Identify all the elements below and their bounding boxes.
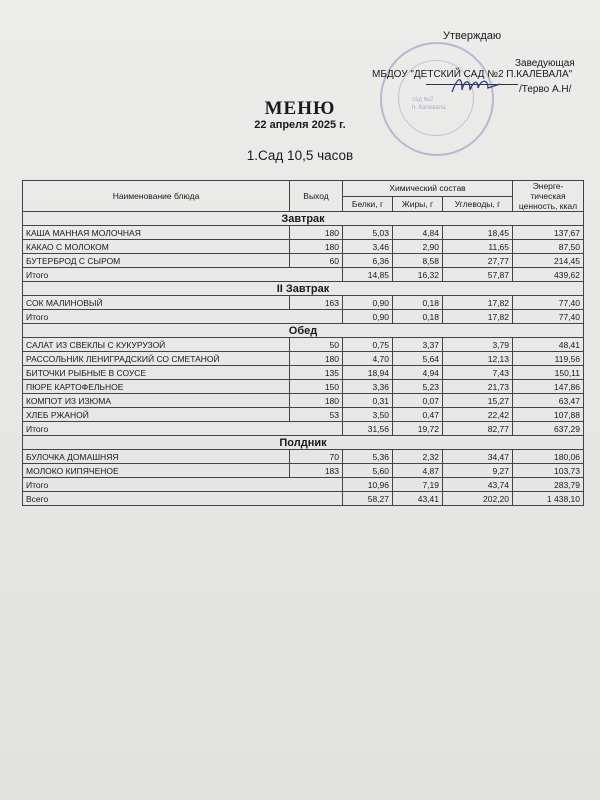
dish-proteins: 4,70 <box>343 352 393 366</box>
section-total-row <box>23 478 584 492</box>
dish-output: 163 <box>290 296 343 310</box>
grand-total-fats: 43,41 <box>393 492 443 506</box>
dish-energy: 107,88 <box>513 408 584 422</box>
dish-proteins: 3,46 <box>343 240 393 254</box>
dish-energy: 150,11 <box>513 366 584 380</box>
dish-proteins: 3,50 <box>343 408 393 422</box>
dish-fats: 3,37 <box>393 338 443 352</box>
dish-output: 50 <box>290 338 343 352</box>
dish-energy: 103,73 <box>513 464 584 478</box>
dish-fats: 4,84 <box>393 226 443 240</box>
role-label: Заведующая <box>515 58 575 69</box>
dish-name: БУЛОЧКА ДОМАШНЯЯ <box>23 450 290 464</box>
grand-total-label: Всего <box>23 492 343 506</box>
dish-carbs: 22,42 <box>443 408 513 422</box>
dish-row <box>23 240 584 254</box>
dish-output: 180 <box>290 226 343 240</box>
dish-fats: 4,87 <box>393 464 443 478</box>
menu-table-body <box>23 212 584 506</box>
org-name: МБДОУ "ДЕТСКИЙ САД №2 П.КАЛЕВАЛА" <box>372 69 573 80</box>
dish-proteins: 5,03 <box>343 226 393 240</box>
dish-proteins: 0,90 <box>343 296 393 310</box>
dish-name: КАКАО С МОЛОКОМ <box>23 240 290 254</box>
dish-row <box>23 296 584 310</box>
section-title: II Завтрак <box>23 282 584 296</box>
dish-name: КАША МАННАЯ МОЛОЧНАЯ <box>23 226 290 240</box>
dish-row <box>23 352 584 366</box>
dish-name: СОК МАЛИНОВЫЙ <box>23 296 290 310</box>
dish-fats: 0,07 <box>393 394 443 408</box>
dish-carbs: 11,65 <box>443 240 513 254</box>
menu-date: 22 апреля 2025 г. <box>254 119 346 131</box>
col-name-header: Наименование блюда <box>23 181 290 212</box>
total-carbs: 43,74 <box>443 478 513 492</box>
page-title: МЕНЮ <box>264 98 336 119</box>
dish-fats: 2,32 <box>393 450 443 464</box>
total-energy: 77,40 <box>513 310 584 324</box>
dish-fats: 5,64 <box>393 352 443 366</box>
dish-carbs: 9,27 <box>443 464 513 478</box>
dish-energy: 87,50 <box>513 240 584 254</box>
dish-proteins: 5,60 <box>343 464 393 478</box>
dish-output: 180 <box>290 352 343 366</box>
total-proteins: 31,56 <box>343 422 393 436</box>
grand-total-row <box>23 492 584 506</box>
dish-output: 135 <box>290 366 343 380</box>
menu-subtitle: 1.Сад 10,5 часов <box>246 148 354 163</box>
dish-output: 150 <box>290 380 343 394</box>
dish-energy: 147,86 <box>513 380 584 394</box>
total-carbs: 57,87 <box>443 268 513 282</box>
dish-carbs: 7,43 <box>443 366 513 380</box>
dish-fats: 0,47 <box>393 408 443 422</box>
dish-name: КОМПОТ ИЗ ИЗЮМА <box>23 394 290 408</box>
grand-total-proteins: 58,27 <box>343 492 393 506</box>
col-proteins-header: Белки, г <box>343 196 393 212</box>
dish-row <box>23 226 584 240</box>
dish-name: МОЛОКО КИПЯЧЕНОЕ <box>23 464 290 478</box>
dish-name: ПЮРЕ КАРТОФЕЛЬНОЕ <box>23 380 290 394</box>
dish-output: 53 <box>290 408 343 422</box>
col-output-header: Выход <box>290 181 343 212</box>
dish-row <box>23 450 584 464</box>
dish-fats: 2,90 <box>393 240 443 254</box>
dish-row <box>23 464 584 478</box>
dish-row <box>23 394 584 408</box>
col-chem-header: Химический состав <box>343 181 513 197</box>
col-energy-header: Энерге-тическая ценность, ккал <box>513 181 584 212</box>
dish-output: 180 <box>290 240 343 254</box>
grand-total-carbs: 202,20 <box>443 492 513 506</box>
signature-image <box>448 72 508 100</box>
section-title: Завтрак <box>23 212 584 226</box>
dish-carbs: 12,13 <box>443 352 513 366</box>
section-total-row <box>23 422 584 436</box>
dish-fats: 8,58 <box>393 254 443 268</box>
dish-carbs: 21,73 <box>443 380 513 394</box>
dish-row <box>23 380 584 394</box>
dish-name: ХЛЕБ РЖАНОЙ <box>23 408 290 422</box>
total-energy: 637,29 <box>513 422 584 436</box>
total-label: Итого <box>23 422 343 436</box>
total-fats: 7,19 <box>393 478 443 492</box>
menu-table <box>22 180 584 506</box>
dish-row <box>23 254 584 268</box>
dish-proteins: 6,36 <box>343 254 393 268</box>
section-total-row <box>23 310 584 324</box>
dish-carbs: 15,27 <box>443 394 513 408</box>
dish-energy: 180,06 <box>513 450 584 464</box>
total-fats: 16,32 <box>393 268 443 282</box>
dish-fats: 0,18 <box>393 296 443 310</box>
dish-carbs: 27,77 <box>443 254 513 268</box>
approve-label: Утверждаю <box>443 30 502 42</box>
grand-total-energy: 1 438,10 <box>513 492 584 506</box>
total-label: Итого <box>23 268 343 282</box>
dish-carbs: 17,82 <box>443 296 513 310</box>
dish-name: РАССОЛЬНИК ЛЕНИГРАДСКИЙ СО СМЕТАНОЙ <box>23 352 290 366</box>
total-energy: 439,62 <box>513 268 584 282</box>
section-total-row <box>23 268 584 282</box>
dish-proteins: 5,36 <box>343 450 393 464</box>
total-energy: 283,79 <box>513 478 584 492</box>
dish-row <box>23 338 584 352</box>
total-proteins: 14,85 <box>343 268 393 282</box>
dish-proteins: 0,31 <box>343 394 393 408</box>
section-header-row <box>23 436 584 450</box>
dish-carbs: 3,79 <box>443 338 513 352</box>
dish-proteins: 3,36 <box>343 380 393 394</box>
stamp-lettering: сад №2 п. Калевала <box>412 97 446 111</box>
total-carbs: 17,82 <box>443 310 513 324</box>
dish-proteins: 0,75 <box>343 338 393 352</box>
dish-energy: 119,56 <box>513 352 584 366</box>
section-header-row <box>23 282 584 296</box>
total-carbs: 82,77 <box>443 422 513 436</box>
total-label: Итого <box>23 478 343 492</box>
dish-energy: 137,67 <box>513 226 584 240</box>
dish-energy: 77,40 <box>513 296 584 310</box>
dish-carbs: 34,47 <box>443 450 513 464</box>
dish-output: 70 <box>290 450 343 464</box>
dish-row <box>23 366 584 380</box>
dish-proteins: 18,94 <box>343 366 393 380</box>
signer-name: /Терво А.Н/ <box>519 84 572 95</box>
dish-fats: 4,94 <box>393 366 443 380</box>
section-header-row <box>23 212 584 226</box>
dish-name: БУТЕРБРОД С СЫРОМ <box>23 254 290 268</box>
dish-name: САЛАТ ИЗ СВЕКЛЫ С КУКУРУЗОЙ <box>23 338 290 352</box>
dish-output: 60 <box>290 254 343 268</box>
dish-carbs: 18,45 <box>443 226 513 240</box>
section-title: Полдник <box>23 436 584 450</box>
section-header-row <box>23 324 584 338</box>
dish-energy: 214,45 <box>513 254 584 268</box>
total-fats: 0,18 <box>393 310 443 324</box>
total-proteins: 0,90 <box>343 310 393 324</box>
dish-energy: 48,41 <box>513 338 584 352</box>
total-fats: 19,72 <box>393 422 443 436</box>
col-fats-header: Жиры, г <box>393 196 443 212</box>
dish-fats: 5,23 <box>393 380 443 394</box>
dish-row <box>23 408 584 422</box>
dish-name: БИТОЧКИ РЫБНЫЕ В СОУСЕ <box>23 366 290 380</box>
total-label: Итого <box>23 310 343 324</box>
dish-output: 183 <box>290 464 343 478</box>
dish-energy: 63,47 <box>513 394 584 408</box>
section-title: Обед <box>23 324 584 338</box>
col-carbs-header: Углеводы, г <box>443 196 513 212</box>
total-proteins: 10,96 <box>343 478 393 492</box>
dish-output: 180 <box>290 394 343 408</box>
